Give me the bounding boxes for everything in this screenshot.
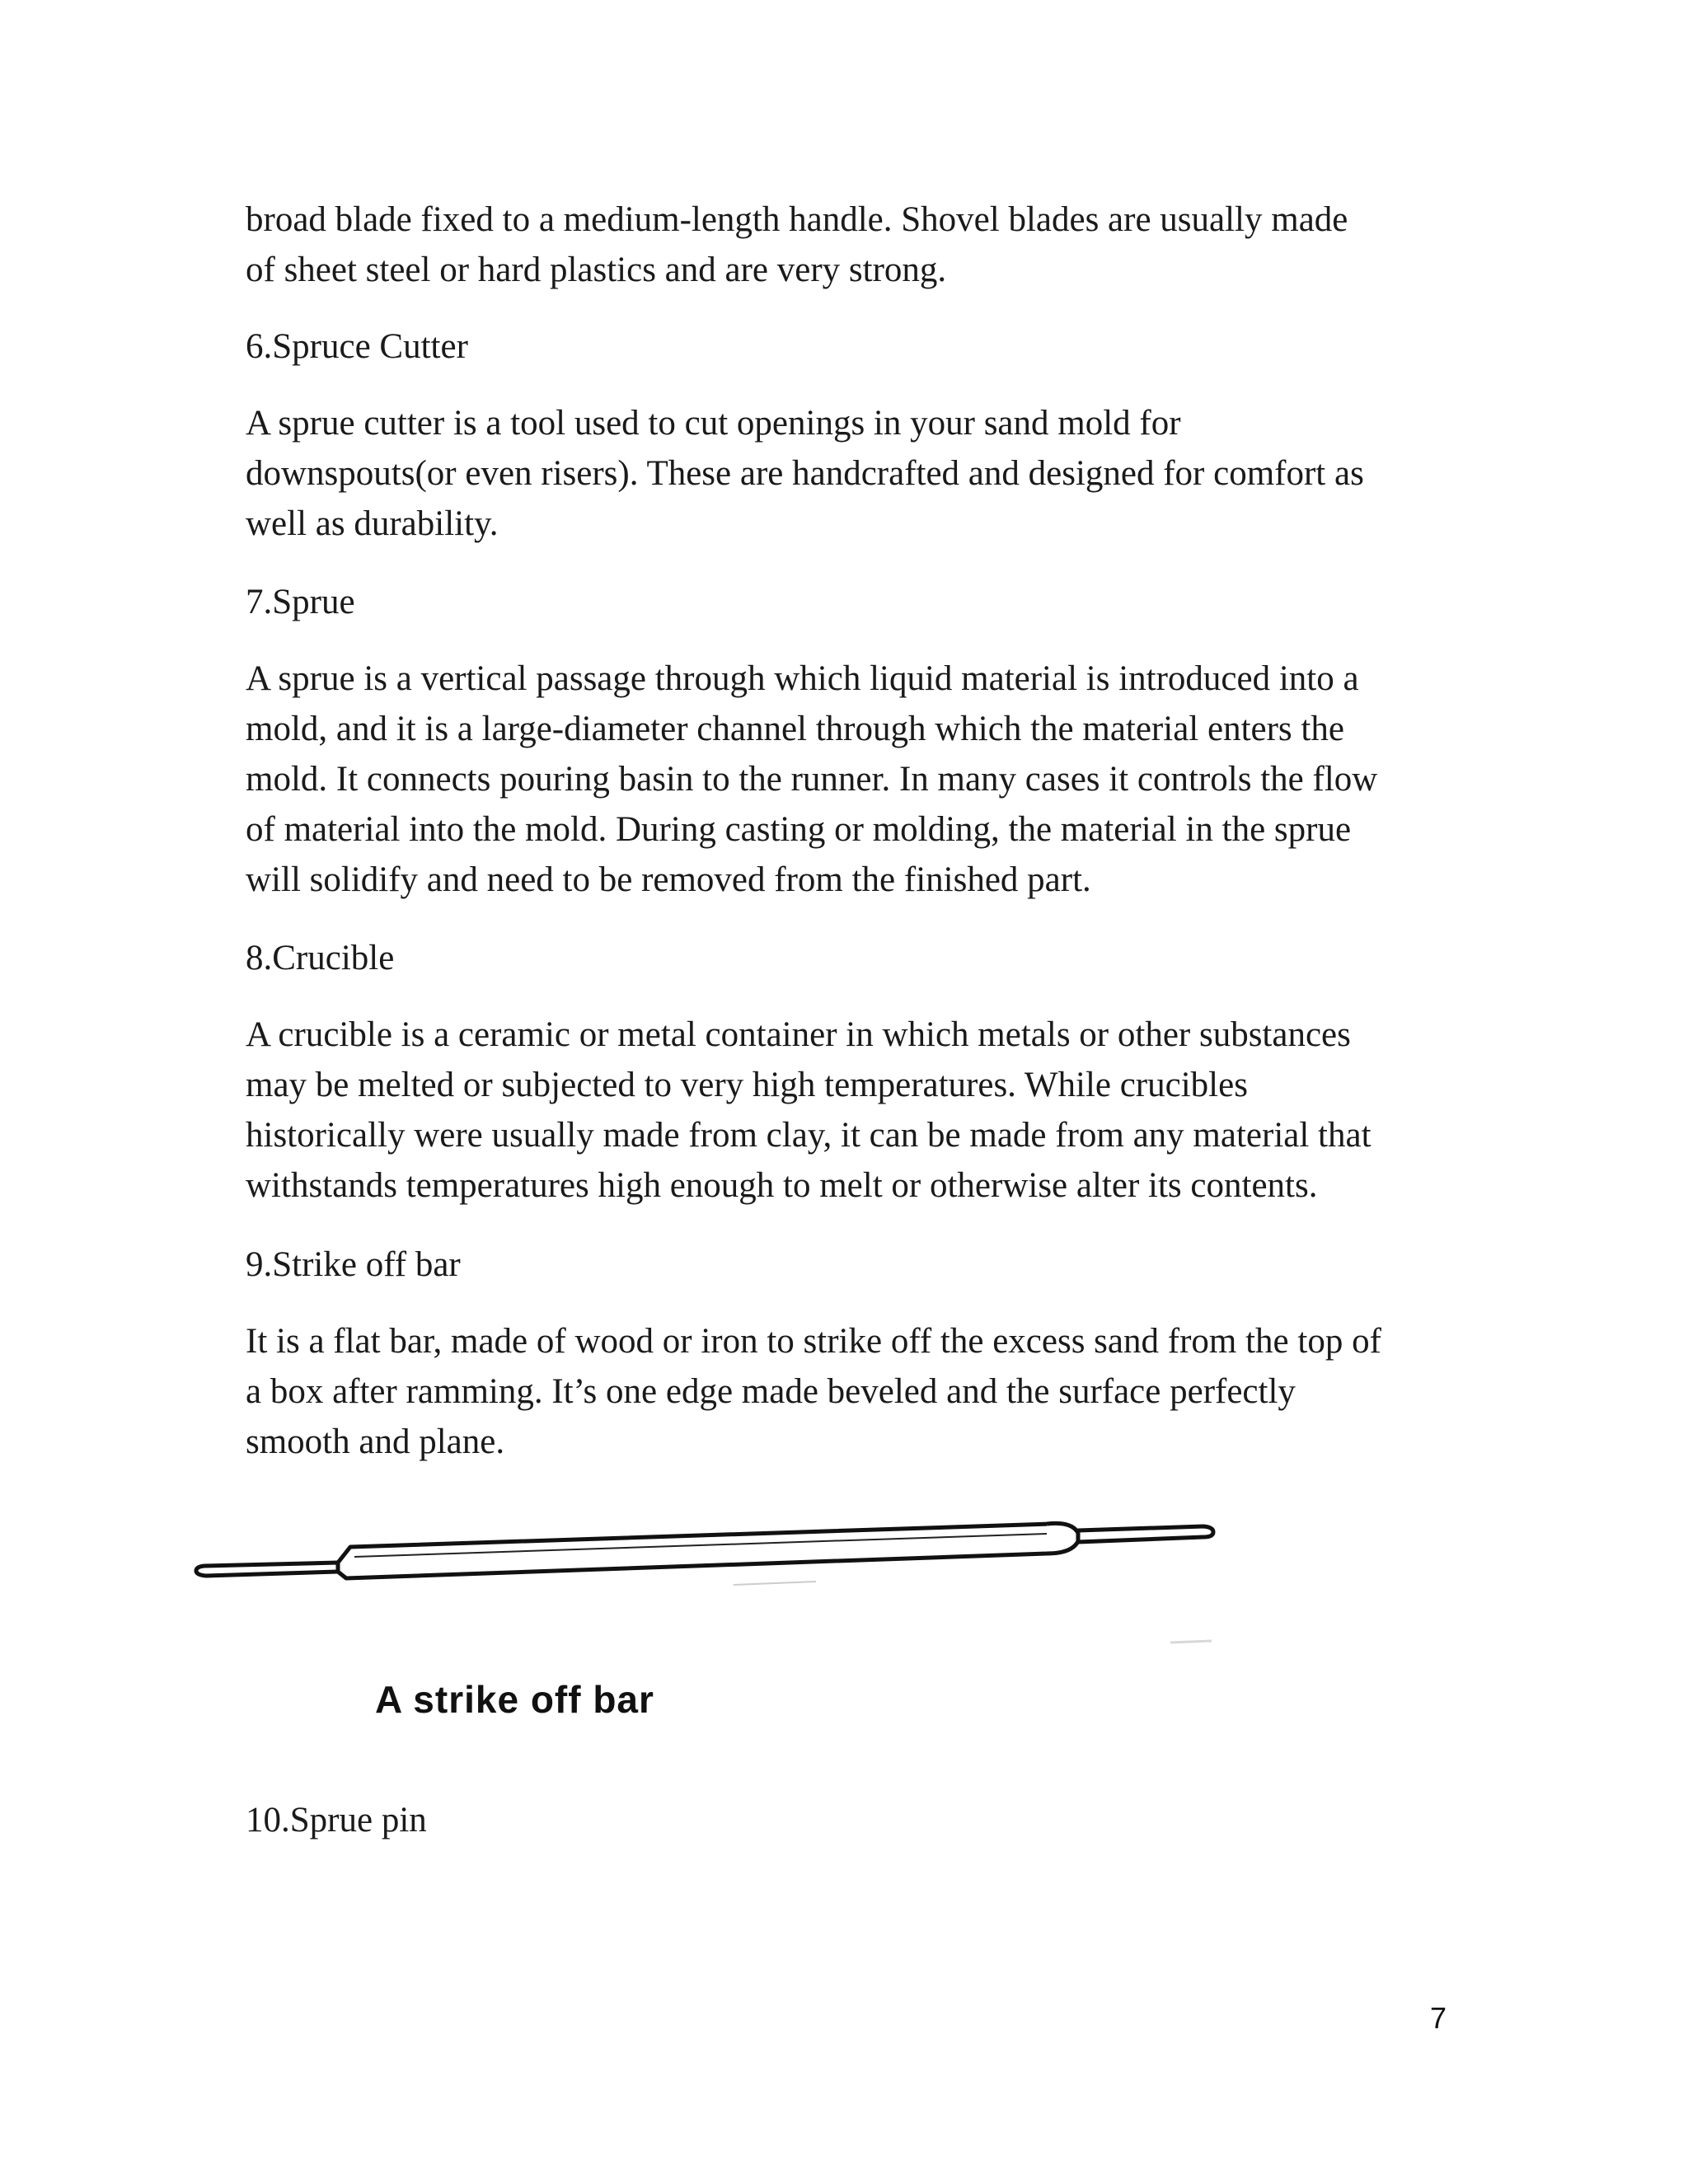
heading-crucible: 8.Crucible	[246, 939, 395, 977]
heading-sprue: 7.Sprue	[246, 583, 355, 621]
paragraph-crucible: A crucible is a ceramic or metal container in which metals or other substances may be melted or subjected to very high temperatures. While crucibles historically were usually made from clay, it can be made from any material that withstands temperatures high enough to melt or otherwise alter its contents.	[246, 1015, 1372, 1205]
strike-off-bar-figure	[190, 1496, 1261, 1735]
paragraph-strike-off-bar: It is a flat bar, made of wood or iron to strike off the excess sand from the top of a box after ramming. It’s one edge made beveled and the surface perfectly smooth and plane.	[246, 1322, 1381, 1461]
page-number: 7	[1430, 2001, 1447, 2035]
strike-off-bar-illustration	[190, 1496, 1261, 1661]
heading-strike-off-bar: 9.Strike off bar	[246, 1245, 461, 1284]
paragraph-spruce-cutter: A sprue cutter is a tool used to cut openings in your sand mold for downspouts(or even risers). These are handcrafted and designed for comfort as well as durability.	[246, 404, 1364, 543]
heading-spruce-cutter: 6.Spruce Cutter	[246, 327, 468, 366]
heading-sprue-pin: 10.Sprue pin	[246, 1801, 427, 1840]
paragraph-shovel-continued: broad blade fixed to a medium-length handle. Shovel blades are usually made of sheet steel or hard plastics and are very strong.	[246, 200, 1348, 289]
paragraph-sprue: A sprue is a vertical passage through which liquid material is introduced into a mold, and it is a large-diameter channel through which the material enters the mold. It connects pouring basin to the runner. In many cases it controls the flow of material into the mold. During casting or molding, the material in the sprue will solidify and need to be removed from the finished part.	[246, 659, 1378, 899]
figure-caption: A strike off bar	[375, 1678, 654, 1721]
